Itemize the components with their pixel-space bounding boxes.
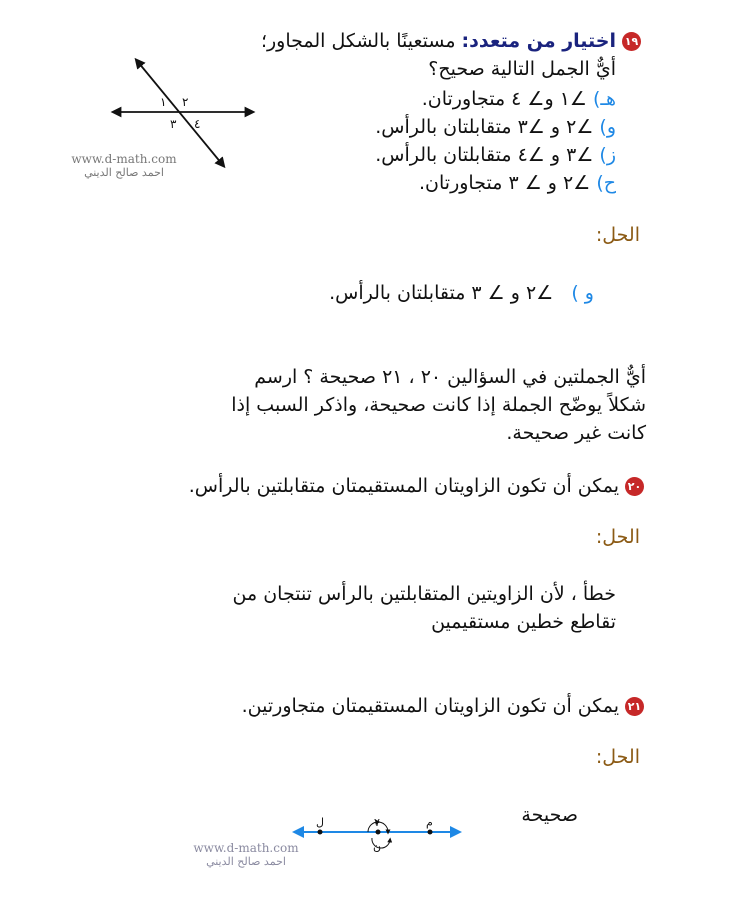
label-l: ل <box>316 816 324 829</box>
label-m: م <box>426 816 433 829</box>
option-text: ∠٢ و ∠٣ متقابلتان بالرأس. <box>375 116 594 138</box>
option-text: ∠٣ و ∠٤ متقابلتان بالرأس. <box>375 144 594 166</box>
q19-number-badge: ١٩ <box>622 32 641 51</box>
q19-stem-2: أيٌّ الجمل التالية صحيح؟ <box>428 58 616 80</box>
q19-option-2 <box>375 114 616 140</box>
option-text: ∠١ و∠ ٤ متجاورتان. <box>421 88 587 110</box>
q19-stem-1: مستعينًا بالشكل المجاور؛ <box>260 30 456 52</box>
angle-label-1: ١ <box>160 95 167 109</box>
point-middle <box>376 830 381 835</box>
option-letter: ز) <box>599 144 616 166</box>
label-n: ن <box>373 840 382 853</box>
point-m <box>428 830 433 835</box>
q20-question <box>189 473 644 499</box>
q20-answer-line-2: تقاطع خطين مستقيمين <box>431 611 616 633</box>
intro-line-2: شكلاً يوضّح الجملة إذا كانت صحيحة، واذكر السبب إذا <box>231 394 646 416</box>
label-middle: ٧ <box>374 816 380 829</box>
q20-number-badge: ٢٠ <box>625 477 644 496</box>
watermark-site: www.d-math.com <box>193 841 299 855</box>
intro-line-3: كانت غير صحيحة. <box>506 422 646 444</box>
answer-letter: و ) <box>571 282 594 304</box>
watermark-author: احمد صالح الديني <box>206 855 286 868</box>
q20-text: يمكن أن تكون الزاويتان المستقيمتان متقابلتين بالرأس. <box>188 475 619 497</box>
q19-solution-label: الحل: <box>595 224 640 246</box>
angle-label-4: ٤ <box>194 117 201 131</box>
option-text: ∠٢ و ∠ ٣ متجاورتان. <box>419 172 591 194</box>
intro-line-1: أيٌّ الجملتين في السؤالين ٢٠ ، ٢١ صحيحة ؟ ارسم <box>254 366 646 388</box>
q21-answer: صحيحة <box>521 804 578 826</box>
q21-solution-label: الحل: <box>595 746 640 768</box>
angle-label-3: ٣ <box>170 117 177 131</box>
q19-title: اختيار من متعدد: <box>461 30 616 52</box>
option-letter: ح) <box>596 172 616 194</box>
answer-text: ∠٢ و ∠ ٣ متقابلتان بالرأس. <box>329 282 554 304</box>
q21-question <box>242 693 644 719</box>
q19-header <box>261 28 641 54</box>
diagonal-line <box>138 62 222 164</box>
q21-linear-pair-figure <box>292 812 462 862</box>
watermark-author: احمد صالح الديني <box>84 166 164 179</box>
q21-text: يمكن أن تكون الزاويتان المستقيمتان متجاورتين. <box>241 695 619 717</box>
q19-option-4 <box>419 170 616 196</box>
q21-number-badge: ٢١ <box>625 697 644 716</box>
point-l <box>318 830 323 835</box>
watermark-top <box>66 152 182 179</box>
q19-option-3 <box>375 142 616 168</box>
q20-answer-line-1: خطأ ، لأن الزاويتين المتقابلتين بالرأس تنتجان من <box>232 583 616 605</box>
watermark-site: www.d-math.com <box>71 152 177 166</box>
q19-answer <box>329 280 594 306</box>
watermark-bottom <box>188 841 304 868</box>
q20-solution-label: الحل: <box>595 526 640 548</box>
option-letter: و) <box>599 116 616 138</box>
angle-label-2: ٢ <box>182 95 189 109</box>
q19-option-1 <box>422 86 616 112</box>
option-letter: هـ) <box>593 88 616 110</box>
